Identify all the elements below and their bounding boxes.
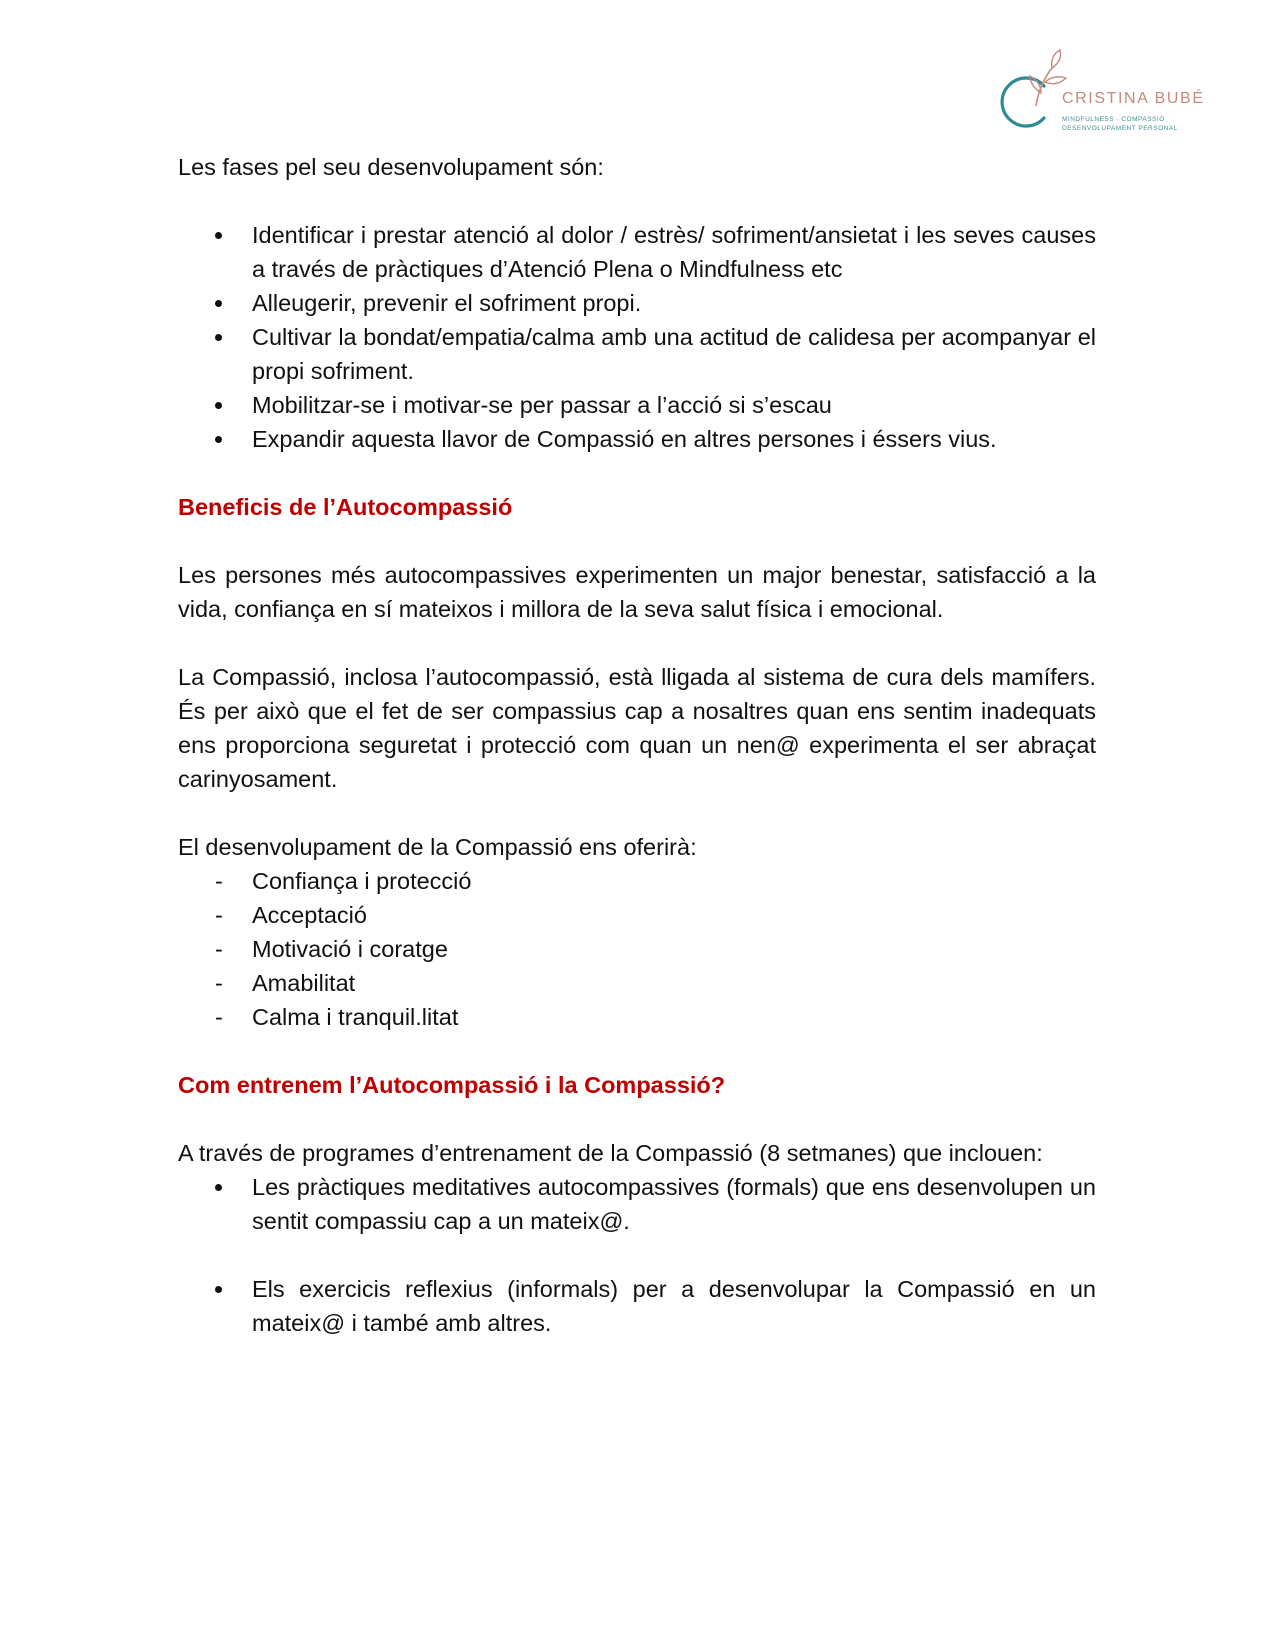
section-heading-benefits: Beneficis de l’Autocompassió	[178, 494, 513, 520]
phases-list	[178, 218, 1096, 456]
list-item: Les pràctiques meditatives autocompassives (formals) que ens desenvolupen un sentit compassiu cap a un mateix@.	[178, 1170, 1096, 1238]
logo-tagline	[1062, 115, 1178, 133]
training-paragraph: A través de programes d’entrenament de la Compassió (8 setmanes) que inclouen:	[178, 1140, 1043, 1166]
logo-name: CRISTINA BUBÉ	[1062, 90, 1205, 107]
list-item: - Confiança i protecció	[178, 864, 1096, 898]
list-item: Cultivar la bondat/empatia/calma amb una actitud de calidesa per acompanyar el propi sofriment.	[178, 320, 1096, 388]
list-item: - Motivació i coratge	[178, 932, 1096, 966]
benefits-list	[178, 864, 1096, 1034]
list-item: Els exercicis reflexius (informals) per a desenvolupar la Compassió en un mateix@ i també amb altres.	[178, 1272, 1096, 1340]
list-spacer	[178, 1238, 1096, 1272]
list-item: Mobilitzar-se i motivar-se per passar a l’acció si s’escau	[178, 388, 1096, 422]
section-heading-training: Com entrenem l’Autocompassió i la Compassió?	[178, 1072, 726, 1098]
brand-logo	[1000, 48, 1205, 138]
list-item: - Calma i tranquil.litat	[178, 1000, 1096, 1034]
logo-tagline-2: DESENVOLUPAMENT PERSONAL	[1062, 125, 1178, 132]
benefits-paragraph-1: Les persones més autocompassives experimenten un major benestar, satisfacció a la vida, confiança en sí mateixos i millora de la seva salut física i emocional.	[178, 562, 1096, 622]
list-item: - Acceptació	[178, 898, 1096, 932]
benefits-paragraph-2: La Compassió, inclosa l’autocompassió, està lligada al sistema de cura dels mamífers. És per això que el fet de ser compassius cap a nosaltres quan ens sentim inadequats ens proporciona seguretat i protecció com quan un nen@ experimenta el ser abraçat carinyosament.	[178, 664, 1096, 792]
list-item: Alleugerir, prevenir el sofriment propi.	[178, 286, 1096, 320]
intro-paragraph: Les fases pel seu desenvolupament són:	[178, 154, 604, 180]
list-item: Identificar i prestar atenció al dolor / estrès/ sofriment/ansietat i les seves causes a través de pràctiques d’Atenció Plena o Mindfulness etc	[178, 218, 1096, 286]
training-list	[178, 1170, 1096, 1340]
document-body	[178, 150, 1096, 1340]
logo-tagline-1: MINDFULNESS · COMPASSIÓ	[1062, 116, 1165, 123]
list-item: Expandir aquesta llavor de Compassió en altres persones i éssers vius.	[178, 422, 1096, 456]
benefits-paragraph-3: El desenvolupament de la Compassió ens oferirà:	[178, 834, 697, 860]
list-item: - Amabilitat	[178, 966, 1096, 1000]
